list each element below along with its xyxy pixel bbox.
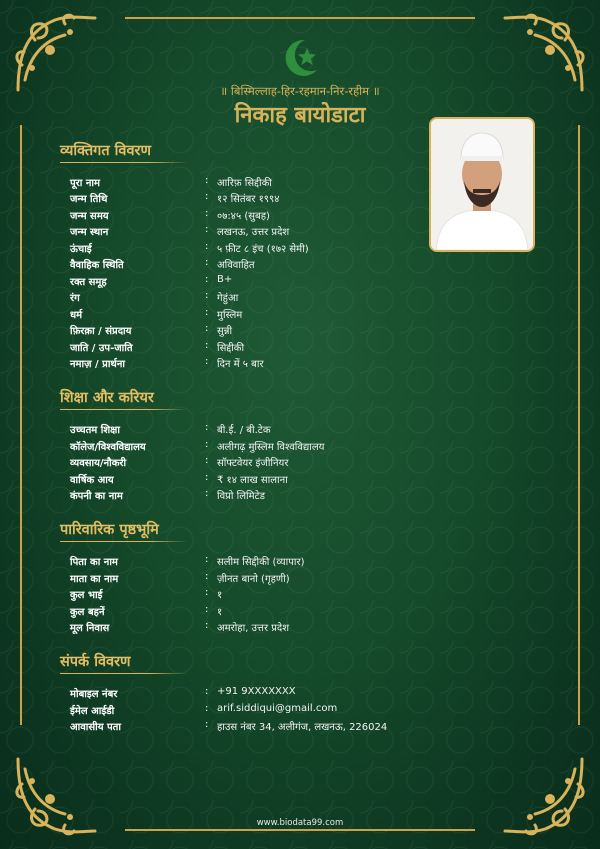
detail-value: arif.siddiqui@gmail.com — [217, 703, 338, 714]
detail-label: रंग — [70, 293, 80, 304]
detail-label: ऊंचाई — [70, 244, 92, 255]
detail-label: मोबाइल नंबर — [70, 689, 118, 700]
detail-label: व्यवसाय/नौकरी — [70, 458, 127, 469]
detail-label: कॉलेज/विश्वविद्यालय — [70, 442, 146, 453]
profile-photo-icon — [431, 119, 533, 250]
detail-value: सलीम सिद्दीकी (व्यापार) — [217, 557, 305, 568]
detail-value: लखनऊ, उत्तर प्रदेश — [217, 227, 290, 238]
detail-label: जन्म समय — [70, 211, 109, 222]
detail-label: वार्षिक आय — [70, 475, 114, 486]
detail-label: पिता का नाम — [70, 557, 118, 568]
detail-value: ५ फ़ीट ८ इंच (१७२ सेमी) — [217, 244, 309, 255]
detail-label: पूरा नाम — [70, 178, 100, 189]
detail-value: १ — [217, 590, 223, 601]
detail-label: मूल निवास — [70, 623, 110, 634]
detail-value: ₹ १४ लाख सालाना — [217, 475, 288, 486]
detail-label: रक्त समूह — [70, 277, 107, 288]
detail-label: माता का नाम — [70, 574, 119, 585]
frame-bottom-line — [125, 829, 475, 831]
detail-value: आरिफ़ सिद्दीकी — [217, 178, 272, 189]
detail-value: ज़ीनत बानो (गृहणी) — [217, 574, 290, 585]
detail-value: B+ — [217, 274, 233, 285]
detail-label: कुल भाई — [70, 590, 103, 601]
detail-label: फ़िरक़ा / संप्रदाय — [70, 326, 132, 337]
detail-value: १ — [217, 607, 223, 618]
detail-value: अलीगढ़ मुस्लिम विश्वविद्यालय — [217, 442, 325, 453]
detail-value: मुस्लिम — [217, 310, 243, 321]
detail-value: विप्रो लिमिटेड — [217, 491, 265, 502]
detail-value: सिद्दीकी — [217, 343, 245, 354]
detail-label: उच्चतम शिक्षा — [70, 425, 120, 436]
detail-value: +91 9XXXXXXX — [217, 686, 296, 697]
detail-value: १२ सितंबर १९९४ — [217, 194, 280, 205]
frame-left-line — [20, 125, 22, 725]
section-title-contact: संपर्क विवरण — [60, 651, 131, 671]
detail-label: कंपनी का नाम — [70, 491, 123, 502]
profile-photo — [429, 117, 535, 252]
detail-label: नमाज़ / प्रार्थना — [70, 359, 125, 370]
frame-right-line — [578, 125, 580, 725]
detail-value: बी.ई. / बी.टेक — [217, 425, 271, 436]
detail-label: जन्म स्थान — [70, 227, 109, 238]
frame-top-line — [125, 17, 475, 19]
page-title: निकाह बायोडाटा — [234, 103, 366, 128]
biodata-page: ॥ बिस्मिल्लाह-हिर-रहमान-निर-रहीम ॥ निकाह बायोडाटा व्यक्तिगत विवरण पूरा नाम : आरिफ़ सिद्दीकी जन्म तिथि : १२ सितंबर १९९४ जन्म समय : ०७:४५ (सुबह) जन्म स्थान : लखनऊ, उत्तर प्रदेश ऊंचाई : ५ फ़ीट ८ इंच (१७२ सेमी) वैवाहिक स्थिति : अविवाहित रक्त समूह : B+ रंग : गेहुंआ धर्म : मुस्लिम फ़िरक़ा / संप्रदाय : सुन्नी जाति / उप-जाति : सिद्दीकी नमाज़ / प्रार्थना : दिन में ५ बार शिक्षा और करियर उच्चतम शिक्षा : बी.ई. / बी.टेक कॉलेज/विश्वविद्यालय : अलीगढ़ मुस्लिम विश्वविद्यालय व्यवसाय/नौकरी : सॉफ्टवेयर इंजीनियर वार्षिक आय : ₹ १४ लाख सालाना कंपनी का नाम : विप्रो लिमिटेड पारिवारिक पृष्ठभूमि पिता का नाम : सलीम सिद्दीकी (व्यापार) माता का नाम : ज़ीनत बानो (गृहणी) कुल भाई : १ कुल बहनें : १ मूल निवास : अमरोहा, उत्तर प्रदेश संपर्क विवरण मोबाइल नंबर : +91 9XXXXXXX ईमेल आईडी : arif.siddiqui@gmail.com आवासीय पता : हाउस नंबर 34, अलीगंज, लखनऊ, 226024 www.biodata99.com — [0, 0, 600, 849]
detail-label: कुल बहनें — [70, 607, 105, 618]
bismillah-text: ॥ बिस्मिल्लाह-हिर-रहमान-निर-रहीम ॥ — [220, 84, 380, 98]
detail-value: सॉफ्टवेयर इंजीनियर — [217, 458, 289, 469]
detail-value: ०७:४५ (सुबह) — [217, 211, 270, 222]
footer-website: www.biodata99.com — [256, 818, 344, 828]
detail-value: अमरोहा, उत्तर प्रदेश — [217, 623, 290, 634]
crescent-star-icon — [279, 36, 323, 80]
section-title-family: पारिवारिक पृष्ठभूमि — [60, 519, 159, 539]
detail-label: आवासीय पता — [70, 722, 121, 733]
detail-value: अविवाहित — [217, 260, 255, 271]
section-title-education: शिक्षा और करियर — [60, 387, 154, 407]
detail-label: जाति / उप-जाति — [70, 343, 133, 354]
section-title-personal: व्यक्तिगत विवरण — [60, 140, 151, 160]
detail-value: सुन्नी — [217, 326, 233, 337]
detail-value: दिन में ५ बार — [217, 359, 264, 370]
detail-value: गेहुंआ — [217, 293, 239, 304]
detail-label: ईमेल आईडी — [70, 706, 115, 717]
detail-label: जन्म तिथि — [70, 194, 108, 205]
detail-label: वैवाहिक स्थिति — [70, 260, 124, 271]
detail-value: हाउस नंबर 34, अलीगंज, लखनऊ, 226024 — [217, 722, 388, 733]
detail-label: धर्म — [70, 310, 83, 321]
